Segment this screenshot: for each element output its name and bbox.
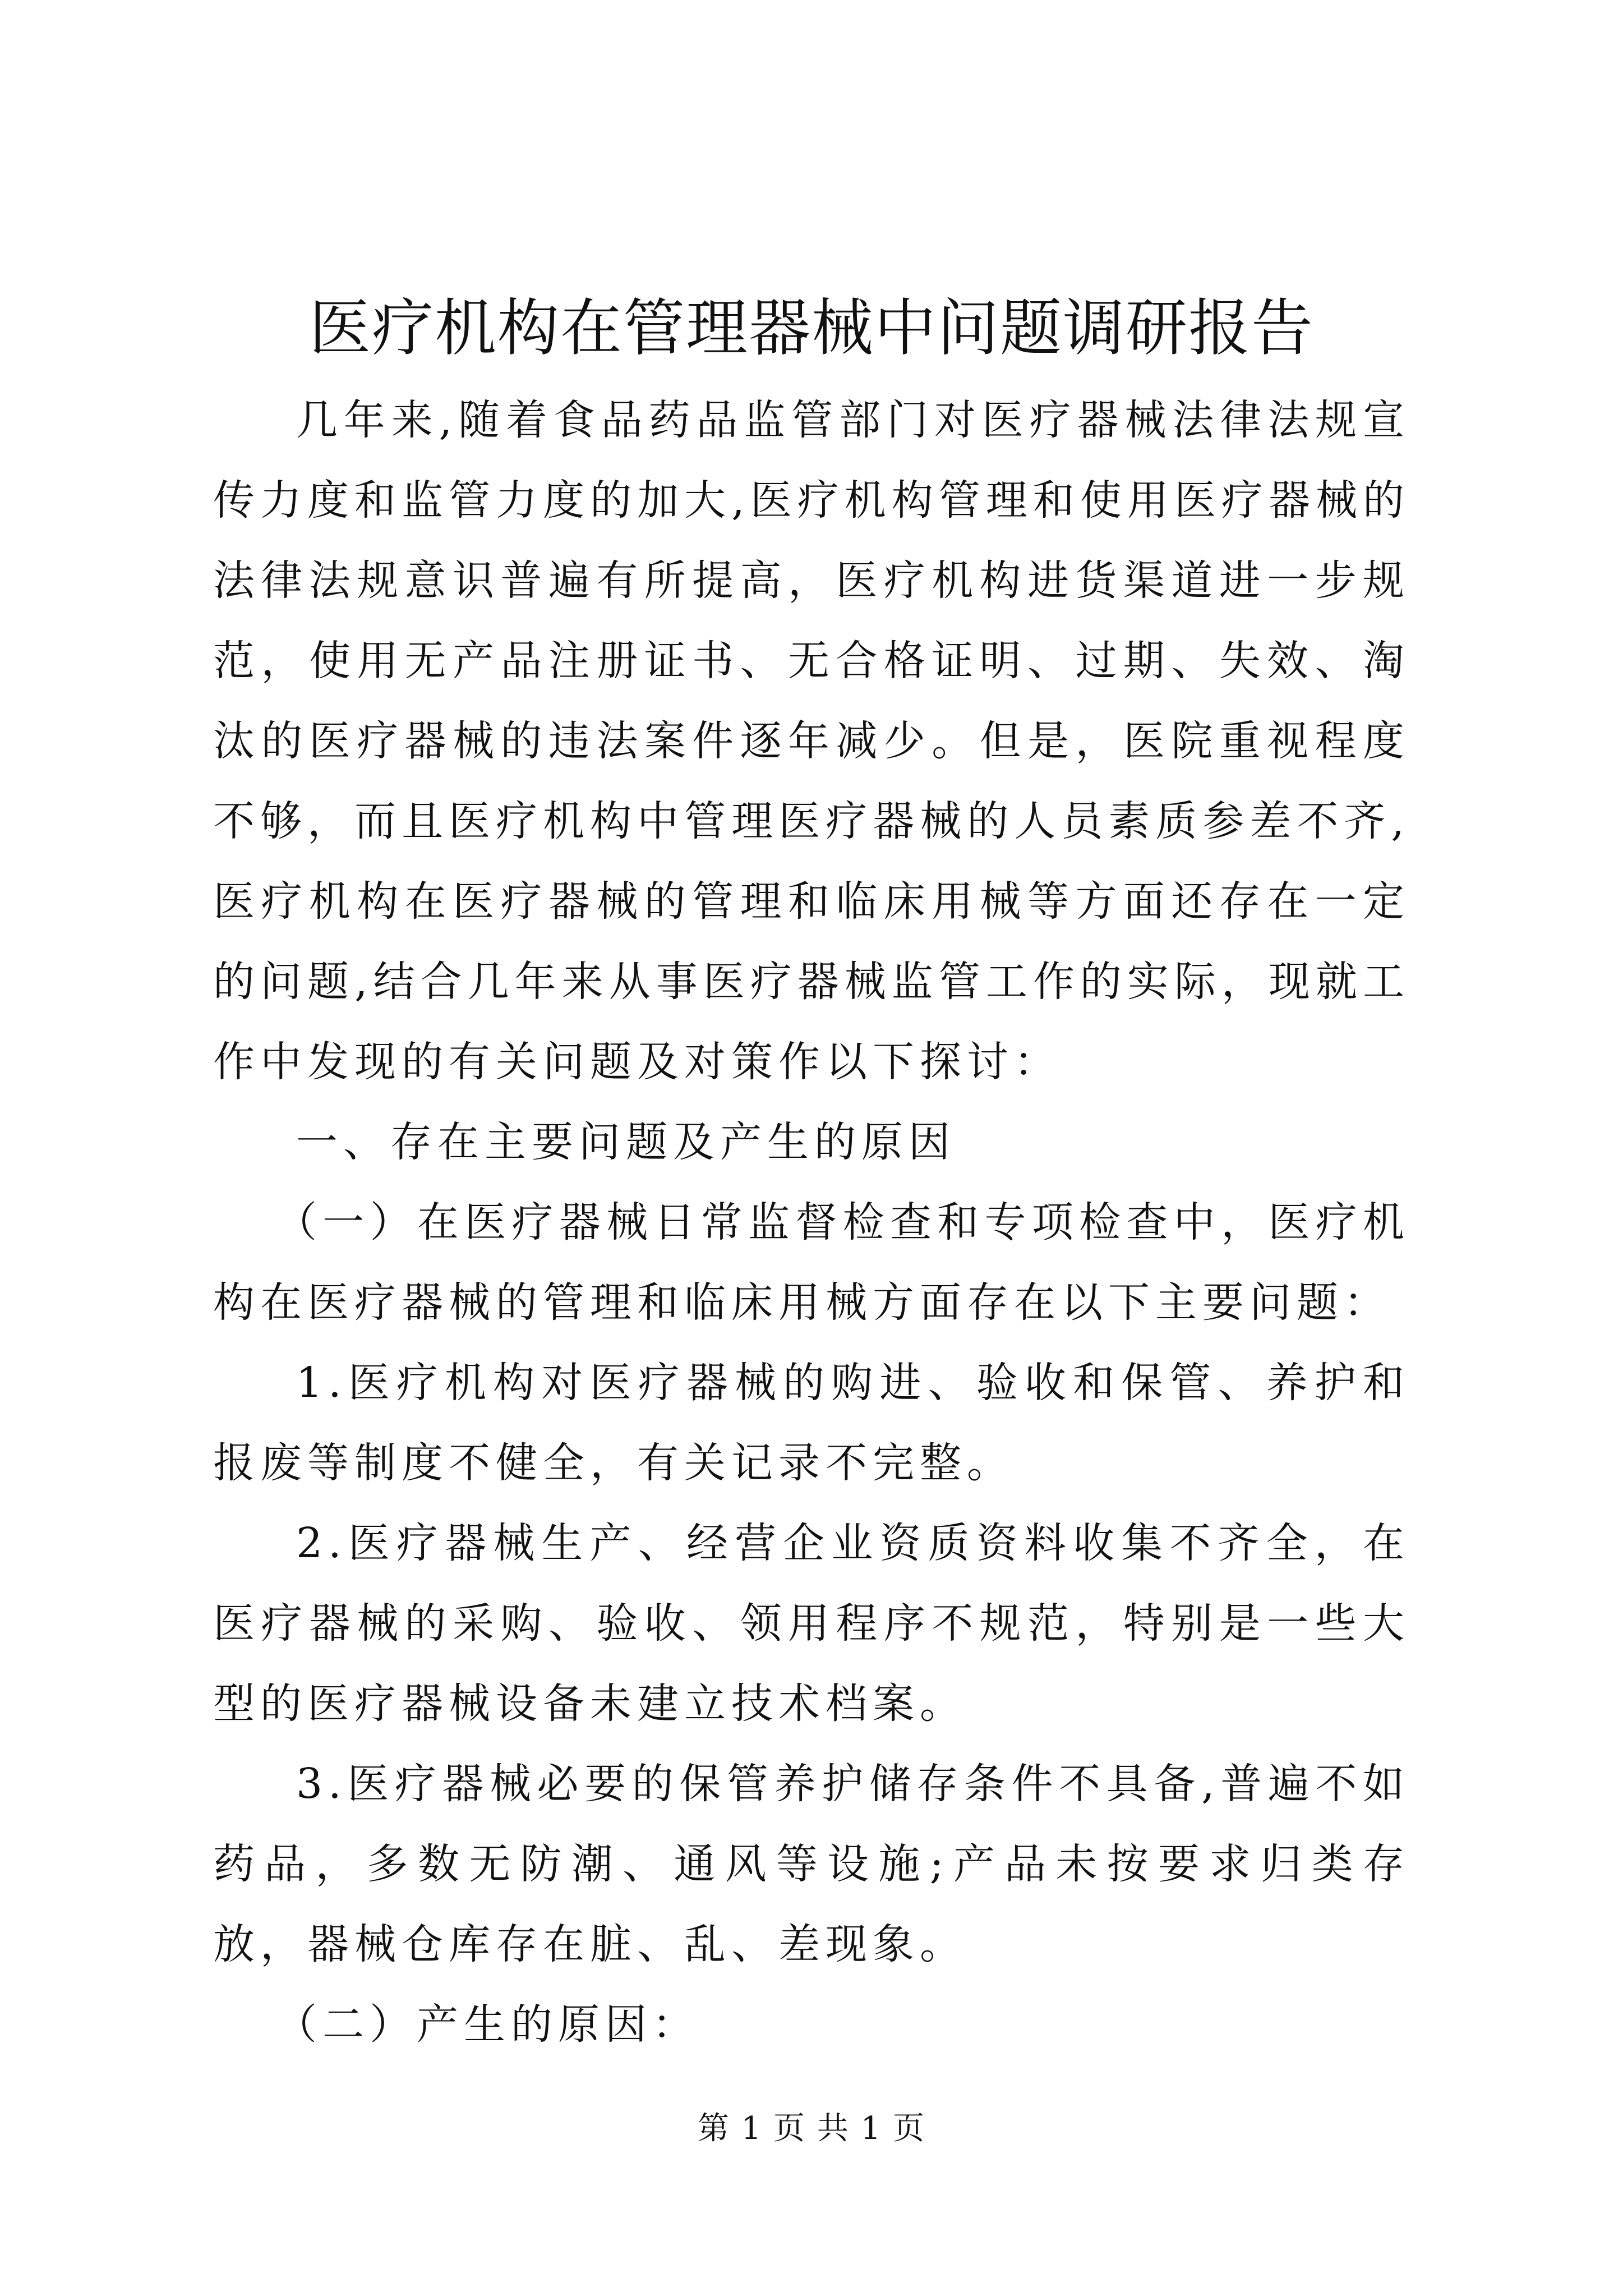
section-heading-1: 一、存在主要问题及产生的原因 bbox=[296, 1118, 956, 1166]
subsection-heading-1: （一）在医疗器械日常监督检查和专项检查中，医疗机构在医疗器械的管理和临床用械方面存在以下主要问题： bbox=[213, 1198, 1410, 1327]
page-footer: 第 1 页 共 1 页 bbox=[697, 2110, 926, 2147]
list-item-2: 2.医疗器械生产、经营企业资质资料收集不齐全，在医疗器械的采购、验收、领用程序不规范，特别是一些大型的医疗器械设备未建立技术档案。 bbox=[213, 1519, 1410, 1728]
list-item-1: 1.医疗机构对医疗器械的购进、验收和保管、养护和报废等制度不健全，有关记录不完整。 bbox=[213, 1359, 1410, 1487]
subsection-heading-2: （二）产生的原因： bbox=[275, 2000, 699, 2049]
document-body bbox=[213, 380, 1410, 2065]
list-item-3: 3.医疗器械必要的保管养护储存条件不具备,普遍不如药品，多数无防潮、通风等设施;产品未按要求归类存放，器械仓库存在脏、乱、差现象。 bbox=[213, 1760, 1410, 1968]
document-title: 医疗机构在管理器械中问题调研报告 bbox=[309, 292, 1314, 364]
intro-paragraph: 几年来,随着食品药品监管部门对医疗器械法律法规宣传力度和监管力度的加大,医疗机构管理和使用医疗器械的法律法规意识普遍有所提高，医疗机构进货渠道进一步规范，使用无产品注册证书、无合格证明、过期、失效、淘汰的医疗器械的违法案件逐年减少。但是，医院重视程度不够，而且医疗机构中管理医疗器械的人员素质参差不齐,医疗机构在医疗器械的管理和临床用械等方面还存在一定的问题,结合几年来从事医疗器械监管工作的实际，现就工作中发现的有关问题及对策作以下探讨： bbox=[213, 396, 1410, 1086]
